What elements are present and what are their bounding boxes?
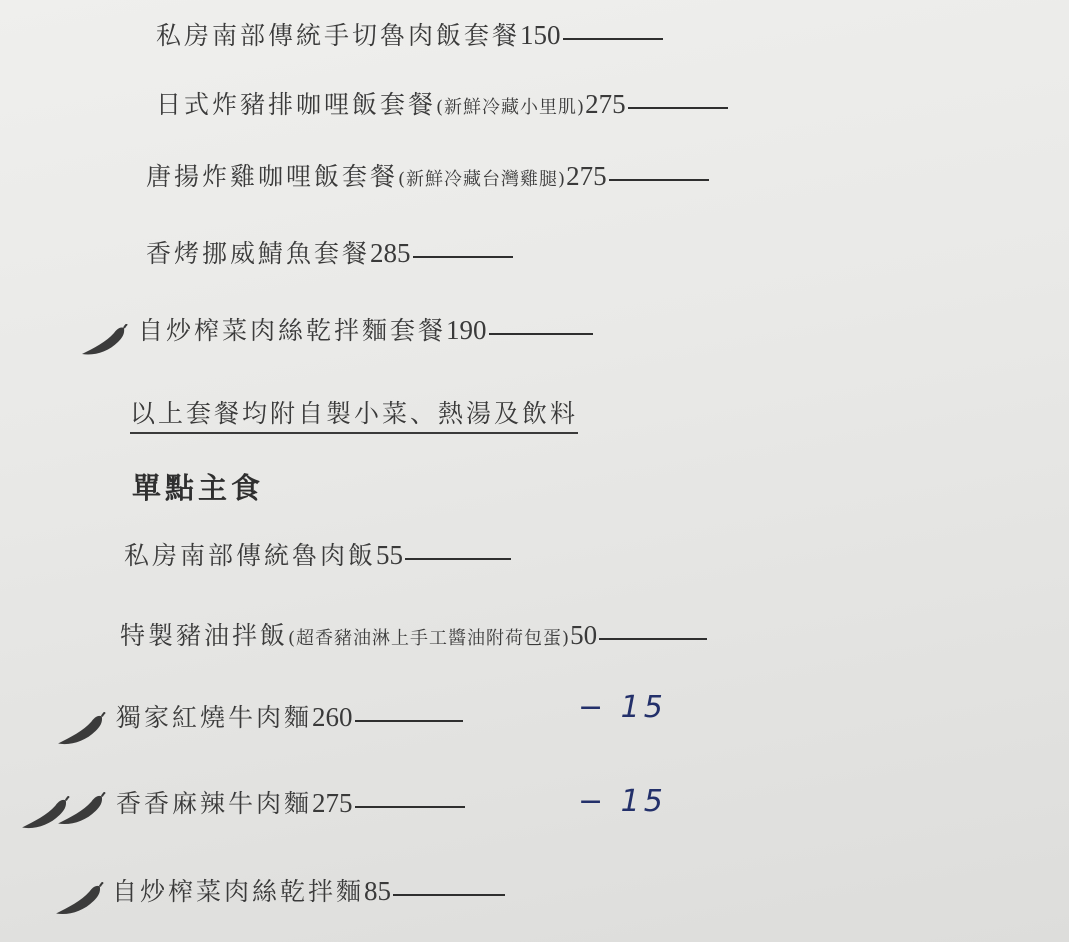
menu-item-set-meal bbox=[146, 238, 513, 269]
menu-item-set-meal bbox=[138, 315, 593, 346]
menu-item-a-la-carte bbox=[116, 788, 465, 819]
item-note: (超香豬油淋上手工醬油附荷包蛋) bbox=[288, 628, 571, 649]
item-name: 私房南部傳統手切魯肉飯套餐 bbox=[156, 21, 521, 50]
item-price: 285 bbox=[370, 238, 411, 268]
item-price: 190 bbox=[446, 315, 487, 345]
item-note: (新鮮冷藏台灣雞腿) bbox=[398, 169, 567, 190]
item-price: 260 bbox=[312, 702, 353, 732]
item-name: 獨家紅燒牛肉麵 bbox=[116, 703, 313, 732]
item-note: (新鮮冷藏小里肌) bbox=[436, 97, 586, 118]
menu-item-set-meal bbox=[156, 20, 663, 51]
item-price: 275 bbox=[566, 161, 607, 191]
menu-item-set-meal bbox=[146, 161, 709, 195]
menu-item-a-la-carte bbox=[124, 540, 511, 571]
item-name: 特製豬油拌飯 bbox=[120, 621, 289, 650]
order-quantity-blank[interactable] bbox=[355, 805, 465, 808]
chili-pepper-icon bbox=[80, 324, 128, 358]
chili-pepper-icon bbox=[56, 712, 106, 748]
item-name: 香香麻辣牛肉麵 bbox=[116, 789, 313, 818]
handwritten-discount: − 15 bbox=[578, 690, 667, 725]
item-name: 私房南部傳統魯肉飯 bbox=[124, 541, 377, 570]
set-meals-notice: 以上套餐均附自製小菜、熱湯及飲料 bbox=[130, 394, 578, 434]
menu-item-a-la-carte bbox=[116, 702, 463, 733]
menu-item-set-meal bbox=[156, 89, 728, 123]
item-name: 唐揚炸雞咖哩飯套餐 bbox=[146, 162, 399, 191]
item-name: 自炒榨菜肉絲乾拌麵 bbox=[112, 877, 365, 906]
handwritten-discount: − 15 bbox=[578, 784, 667, 819]
item-price: 85 bbox=[364, 876, 392, 906]
order-quantity-blank[interactable] bbox=[413, 255, 513, 258]
chili-pepper-icon bbox=[56, 792, 106, 828]
order-quantity-blank[interactable] bbox=[599, 637, 707, 640]
order-quantity-blank[interactable] bbox=[489, 332, 593, 335]
order-quantity-blank[interactable] bbox=[405, 557, 511, 560]
item-price: 50 bbox=[570, 620, 598, 650]
item-name: 香烤挪威鯖魚套餐 bbox=[146, 239, 371, 268]
section-title: 單點主食 bbox=[132, 471, 265, 505]
order-quantity-blank[interactable] bbox=[393, 893, 505, 896]
chili-pepper-icon bbox=[54, 882, 104, 918]
order-quantity-blank[interactable] bbox=[355, 719, 463, 722]
item-price: 275 bbox=[312, 788, 353, 818]
item-price: 275 bbox=[585, 89, 626, 119]
order-quantity-blank[interactable] bbox=[628, 106, 728, 109]
item-name: 日式炸豬排咖哩飯套餐 bbox=[156, 90, 437, 119]
item-price: 55 bbox=[376, 540, 404, 570]
menu-item-a-la-carte bbox=[112, 876, 505, 907]
order-quantity-blank[interactable] bbox=[563, 37, 663, 40]
menu-item-a-la-carte bbox=[120, 620, 707, 654]
item-price: 150 bbox=[520, 20, 561, 50]
order-quantity-blank[interactable] bbox=[609, 178, 709, 181]
item-name: 自炒榨菜肉絲乾拌麵套餐 bbox=[138, 316, 447, 345]
